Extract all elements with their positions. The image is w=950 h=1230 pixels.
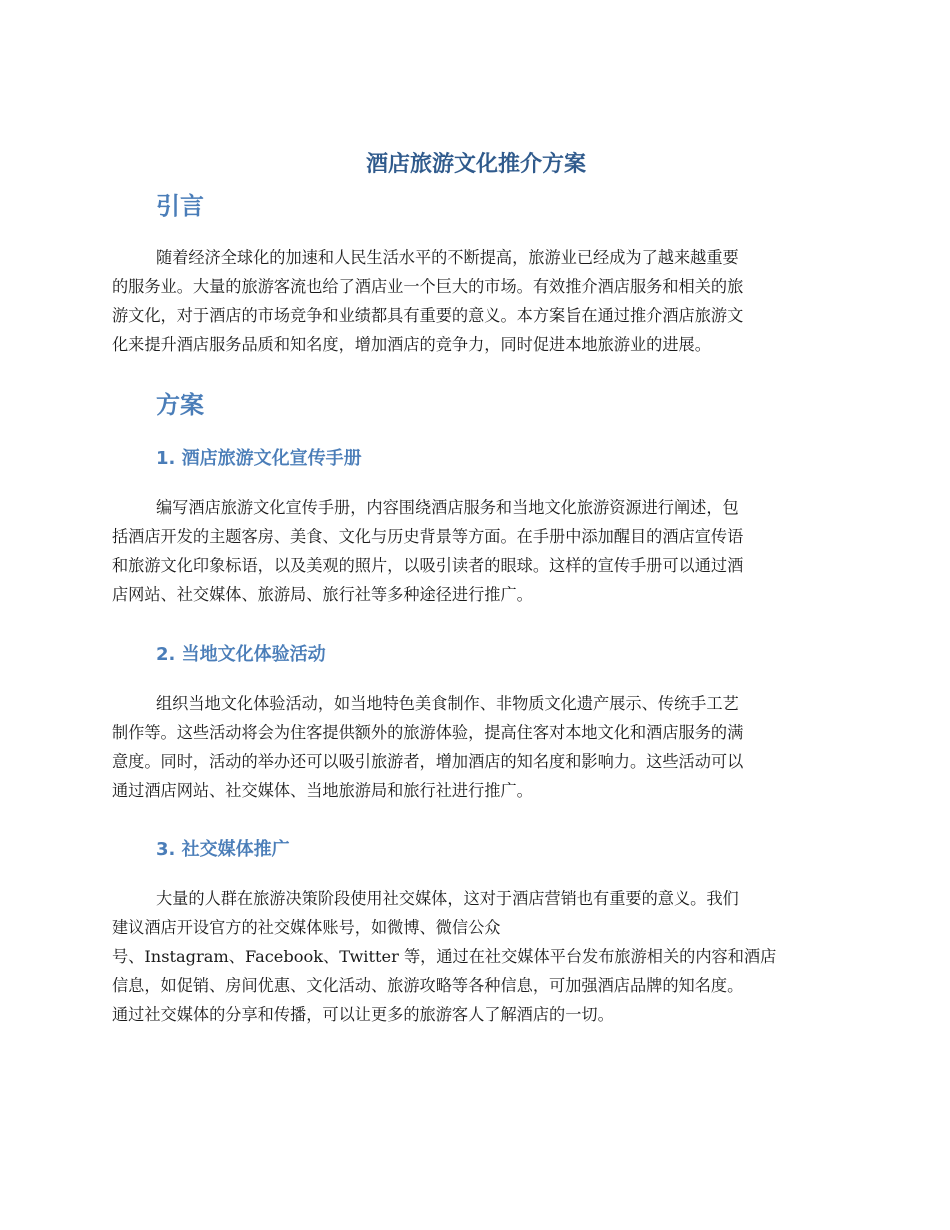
paragraph-line: 通过酒店网站、社交媒体、当地旅游局和旅行社进行推广。: [112, 781, 533, 800]
paragraph-line: 店网站、社交媒体、旅游局、旅行社等多种途径进行推广。: [112, 585, 533, 604]
section-3-heading: 3. 社交媒体推广: [156, 839, 290, 860]
paragraph-line: 号、Instagram、Facebook、Twitter 等，通过在社交媒体平台发布旅游相关的内容和酒店: [112, 947, 777, 966]
paragraph-line: 大量的人群在旅游决策阶段使用社交媒体，这对于酒店营销也有重要的意义。我们: [156, 889, 739, 908]
section-2-heading: 2. 当地文化体验活动: [156, 644, 326, 665]
section-1-heading: 1. 酒店旅游文化宣传手册: [156, 448, 362, 469]
paragraph-line: 化来提升酒店服务品质和知名度，增加酒店的竞争力，同时促进本地旅游业的进展。: [112, 335, 711, 354]
paragraph-line: 组织当地文化体验活动，如当地特色美食制作、非物质文化遗产展示、传统手工艺: [156, 694, 739, 713]
intro-paragraph: [112, 243, 840, 359]
document-title: 酒店旅游文化推介方案: [365, 152, 586, 177]
section-2-paragraph: [112, 689, 840, 805]
paragraph-line: 建议酒店开设官方的社交媒体账号，如微博、微信公众: [112, 918, 501, 937]
paragraph-line: 信息，如促销、房间优惠、文化活动、旅游攻略等各种信息，可加强酒店品牌的知名度。: [112, 976, 744, 995]
paragraph-line: 意度。同时，活动的举办还可以吸引旅游者，增加酒店的知名度和影响力。这些活动可以: [112, 752, 744, 771]
plan-heading: 方案: [156, 391, 204, 419]
paragraph-line: 通过社交媒体的分享和传播，可以让更多的旅游客人了解酒店的一切。: [112, 1005, 614, 1024]
paragraph-line: 游文化，对于酒店的市场竞争和业绩都具有重要的意义。本方案旨在通过推介酒店旅游文: [112, 306, 744, 325]
paragraph-line: 和旅游文化印象标语，以及美观的照片，以吸引读者的眼球。这样的宣传手册可以通过酒: [112, 556, 744, 575]
paragraph-line: 括酒店开发的主题客房、美食、文化与历史背景等方面。在手册中添加醒目的酒店宣传语: [112, 527, 744, 546]
intro-heading: 引言: [156, 192, 204, 220]
section-3-paragraph: [112, 884, 840, 1029]
paragraph-line: 制作等。这些活动将会为住客提供额外的旅游体验，提高住客对本地文化和酒店服务的满: [112, 723, 744, 742]
paragraph-line: 的服务业。大量的旅游客流也给了酒店业一个巨大的市场。有效推介酒店服务和相关的旅: [112, 277, 744, 296]
paragraph-line: 编写酒店旅游文化宣传手册，内容围绕酒店服务和当地文化旅游资源进行阐述，包: [156, 498, 739, 517]
paragraph-line: 随着经济全球化的加速和人民生活水平的不断提高，旅游业已经成为了越来越重要: [156, 248, 739, 267]
section-1-paragraph: [112, 493, 840, 609]
